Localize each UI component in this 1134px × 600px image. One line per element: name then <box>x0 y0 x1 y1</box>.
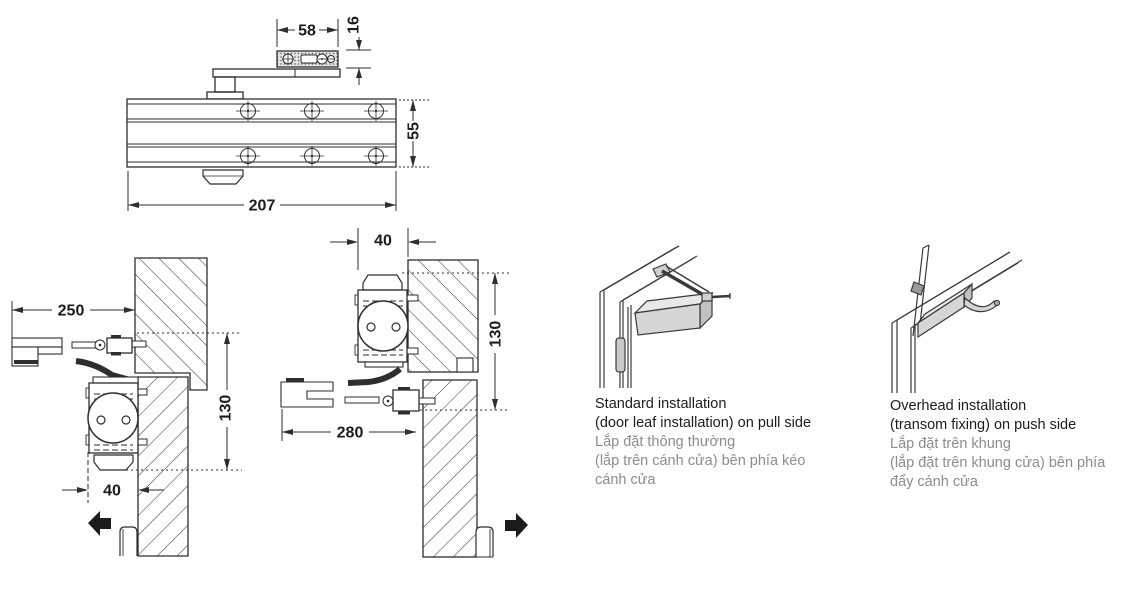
dim-label-280: 280 <box>336 424 364 442</box>
dimension-16 <box>346 16 372 85</box>
door-leaf-section <box>423 380 477 557</box>
dim-label-40-pull: 40 <box>103 482 121 500</box>
pivot-bracket <box>911 282 924 295</box>
caption-vi-line3: cánh cửa <box>595 472 656 488</box>
closer-body-top-view <box>127 99 396 184</box>
dim-label-207: 207 <box>248 197 276 215</box>
caption-vi-line1: Lắp đặt thông thường <box>595 434 736 450</box>
dim-label-40-push: 40 <box>374 232 392 250</box>
arm-mounting-plate <box>277 51 338 67</box>
push-direction-arrow-icon <box>505 513 528 538</box>
dim-label-130-pull: 130 <box>217 394 235 422</box>
end-cap-side-view <box>12 338 62 366</box>
closer-body-3d <box>635 293 712 335</box>
caption-vi-line1: Lắp đặt trên khung <box>890 436 1011 452</box>
pull-direction-arrow-icon <box>88 511 111 536</box>
push-side-section-drawing <box>281 228 528 557</box>
dimension-55 <box>399 100 429 167</box>
hinge-knuckle-pull <box>120 527 137 556</box>
dim-label-16: 16 <box>345 16 363 34</box>
pull-side-section-drawing <box>12 258 242 556</box>
caption-overhead-installation <box>890 397 1134 492</box>
dimension-130-push <box>488 273 505 410</box>
caption-vi-line2: (lắp trên cánh cửa) bên phía kéo <box>595 453 806 469</box>
door-leaf-section <box>138 377 188 556</box>
push-side-illustration <box>892 245 1022 393</box>
dimension-280 <box>282 409 416 442</box>
dimension-130-pull <box>218 333 235 470</box>
dim-label-58: 58 <box>298 22 316 40</box>
door-hinge <box>616 338 625 372</box>
end-cap-side-view <box>281 378 333 407</box>
caption-en-line1: Overhead installation <box>890 398 1027 414</box>
hinge-knuckle-push <box>476 527 493 557</box>
caption-en-line1: Standard installation <box>595 396 727 412</box>
pull-side-illustration <box>600 246 730 388</box>
caption-vi-line2: (lắp đặt trên khung cửa) bên phía <box>890 455 1106 471</box>
caption-standard-installation <box>595 395 853 490</box>
caption-en-line2: (door leaf installation) on pull side <box>595 415 812 431</box>
caption-vi-line3: đẩy cánh cửa <box>890 474 978 490</box>
caption-en-line2: (transom fixing) on push side <box>890 417 1077 433</box>
dim-label-250: 250 <box>57 302 85 320</box>
dimension-207 <box>128 171 396 215</box>
top-view-drawing <box>127 16 429 215</box>
dimension-58 <box>277 19 338 47</box>
frame-section <box>408 260 478 372</box>
dim-label-55: 55 <box>405 122 423 140</box>
closer-body-3d <box>918 284 972 337</box>
frame-section <box>135 258 207 390</box>
dim-label-130-push: 130 <box>487 320 505 348</box>
